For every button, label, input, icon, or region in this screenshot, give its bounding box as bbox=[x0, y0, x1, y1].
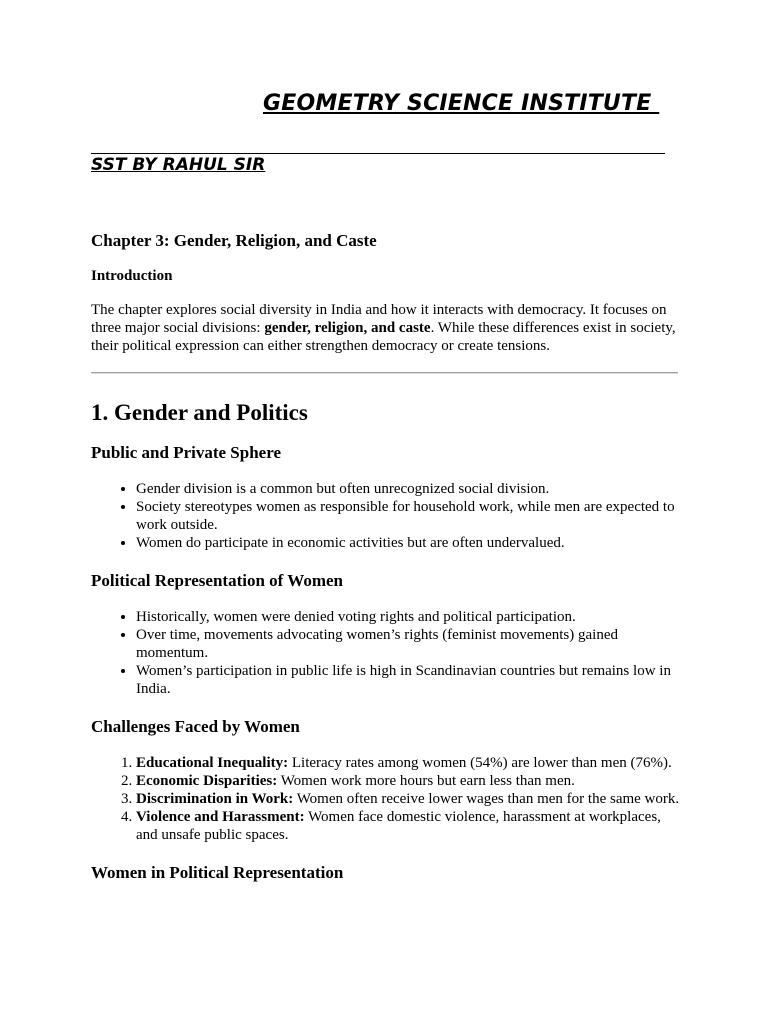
heading-political-representation: Political Representation of Women bbox=[91, 571, 343, 590]
list-item bbox=[136, 790, 681, 808]
horizontal-divider bbox=[91, 372, 678, 374]
list-item: • Gender division is a common but often unrecognized social division. bbox=[136, 480, 681, 498]
heading-women-political-representation: Women in Political Representation bbox=[91, 863, 344, 882]
challenge-text: Women work more hours but earn less than men. bbox=[277, 773, 575, 789]
challenge-text: Women face domestic violence, harassment at workplaces, and unsafe public spaces. bbox=[136, 809, 661, 843]
intro-text-bold: gender, religion, and caste bbox=[264, 320, 431, 336]
list-item: • Women’s participation in public life is high in Scandinavian countries but remains low in India. bbox=[136, 662, 681, 698]
list-item: • Society stereotypes women as responsible for household work, while men are expected to work outside. bbox=[136, 498, 681, 534]
challenge-label: Economic Disparities: bbox=[136, 773, 278, 789]
challenge-text: Literacy rates among women (54%) are lower than men (76%). bbox=[288, 755, 672, 771]
list-item bbox=[136, 754, 681, 772]
heading-public-private-sphere: Public and Private Sphere bbox=[91, 443, 281, 462]
challenges-list bbox=[91, 754, 681, 844]
intro-text-part1: The chapter explores social diversity in India and how it interacts with democracy. It focuses on three major social divisions: bbox=[91, 302, 667, 336]
institute-title: GEOMETRY SCIENCE INSTITUTE bbox=[263, 91, 660, 116]
list-item: • Over time, movements advocating women’s rights (feminist movements) gained momentum. bbox=[136, 626, 681, 662]
list-item: • Women do participate in economic activities but are often undervalued. bbox=[136, 534, 681, 552]
intro-text-part2: . While these differences exist in society, their political expression can either strengthen democracy or create tensions. bbox=[91, 320, 676, 354]
challenge-label: Discrimination in Work: bbox=[136, 791, 294, 807]
section-title-gender-politics: 1. Gender and Politics bbox=[91, 400, 308, 425]
heading-challenges: Challenges Faced by Women bbox=[91, 717, 300, 736]
challenge-text: Women often receive lower wages than men for the same work. bbox=[293, 791, 680, 807]
challenge-label: Violence and Harassment: bbox=[136, 809, 305, 825]
political-representation-list bbox=[91, 608, 681, 698]
chapter-title: Chapter 3: Gender, Religion, and Caste bbox=[91, 231, 377, 250]
list-item bbox=[136, 808, 681, 844]
list-item: • Historically, women were denied voting rights and political participation. bbox=[136, 608, 681, 626]
subtitle: SST BY RAHUL SIR bbox=[91, 155, 266, 175]
introduction-heading: Introduction bbox=[91, 268, 173, 284]
list-item bbox=[136, 772, 681, 790]
document-content bbox=[91, 229, 681, 884]
challenge-label: Educational Inequality: bbox=[136, 755, 289, 771]
public-private-list bbox=[91, 480, 681, 552]
title-underline-rule bbox=[91, 153, 665, 154]
introduction-paragraph bbox=[91, 301, 681, 355]
